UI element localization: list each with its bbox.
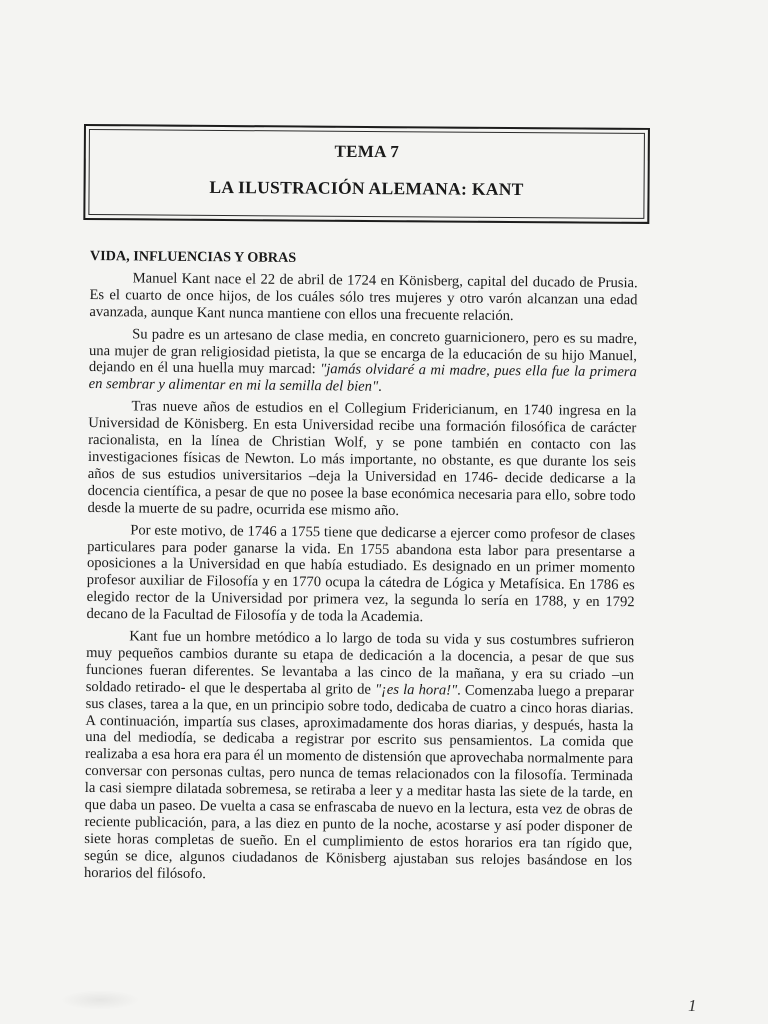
paragraph-1-text: Manuel Kant nace el 22 de abril de 1724 en Könisberg, capital del ducado de Prusia. Es el cuarto de once hijos, de los cuáles sólo tres mujeres y otro varón alcanzan una edad avanzada, aunque Kant nunca mantiene con ellos una frecuente relación. [89, 270, 638, 324]
paragraph-4 [86, 522, 635, 629]
paragraph-3-text: Tras nueve años de estudios en el Collegium Fridericianum, en 1740 ingresa en la Universidad de Könisberg. En esta Universidad recibe una formación filosófica de carácter racionalista, en la línea de Christian Wolf, y se pone también en contacto con las investigaciones físicas de Newton. Lo más importante, no obstante, es que durante los seis años de sus estudios universitarios –deja la Universidad en 1746- decide dedicarse a la docencia científica, a pesar de que no posee la base económica necesaria para ello, sobre todo desde la muerte de su padre, ocurrida ese mismo año. [87, 398, 637, 519]
paragraph-2-quote: "jamás olvidaré a mi madre, pues ella fue la primera en sembrar y alimentar en mi la semilla del bien" [88, 361, 637, 396]
paragraph-4-text: Por este motivo, de 1746 a 1755 tiene que dedicarse a ejercer como profesor de clases particulares para poder ganarse la vida. En 1755 abandona esta labor para presentarse a oposiciones a la Universidad en que había estudiado. Es designado en un primer momento profesor auxiliar de Filosofía y en 1770 ocupa la cátedra de Lógica y Metafísica. En 1786 es elegido rector de la Universidad por primera vez, la segunda lo sería en 1788, y en 1792 decano de la Facultad de Filosofía y de toda la Academia. [86, 521, 636, 626]
paragraph-2-end: . [378, 379, 382, 396]
paragraph-3 [87, 398, 636, 522]
paragraph-1 [89, 270, 637, 326]
scan-smudge [60, 990, 140, 1010]
page-title: LA ILUSTRACIÓN ALEMANA: KANT [209, 176, 524, 200]
topic-number: TEMA 7 [334, 141, 400, 162]
paragraph-5-rest: . Comenzaba luego a preparar sus clases, tarea a la que, en un principio sobre todo, dedicaba de cuatro a cinco horas diarias. A continuación, impartía sus clases, aproximadamente dos horas diarias, y después, hasta la una del mediodía, se dedicaba a registrar por escrito sus pensamientos. La comida que realizaba a esa hora era para él un momento de distensión que aprovechaba normalmente para conversar con personas cultas, pero nunca de temas relacionados con la filosofía. Terminada la casi siempre dilatada sobremesa, se retiraba a leer y a meditar hasta las siete de la tarde, en que daba un paseo. De vuelta a casa se enfrascaba de nuevo en la lectura, esta vez de obras de reciente publicación, para, a las diez en punto de la noche, acostarse y así poder disponer de siete horas completas de sueño. En el cumplimiento de estos horarios era tan rígido que, según se dice, algunos ciudadanos de Könisberg ajustaban sus relojes basándose en los horarios del filósofo. [83, 682, 634, 882]
title-box [83, 124, 650, 224]
document-body [84, 248, 638, 893]
section-heading: VIDA, INFLUENCIAS Y OBRAS [89, 248, 297, 266]
paragraph-2-text: Su padre es un artesano de clase media, en concreto guarnicionero, pero es su madre, una mujer de gran religiosidad pietista, la que se encarga de la educación de su hijo Manuel, dejando en él una huella muy marcad: [88, 326, 638, 378]
paragraph-2 [89, 326, 638, 399]
page-number: 1 [688, 996, 697, 1015]
paragraph-5 [84, 628, 634, 887]
paragraph-5-text: Kant fue un hombre metódico a lo largo de toda su vida y sus costumbres sufrieron muy pequeños cambios durante su etapa de dedicación a la docencia, a pesar de que sus funciones fueran diferentes. Se levantaba a las cinco de la mañana, y era su criado –un soldado retirado- el que le despertaba al grito de [85, 628, 635, 698]
paragraph-5-quote: "¡es la hora!" [374, 681, 458, 699]
